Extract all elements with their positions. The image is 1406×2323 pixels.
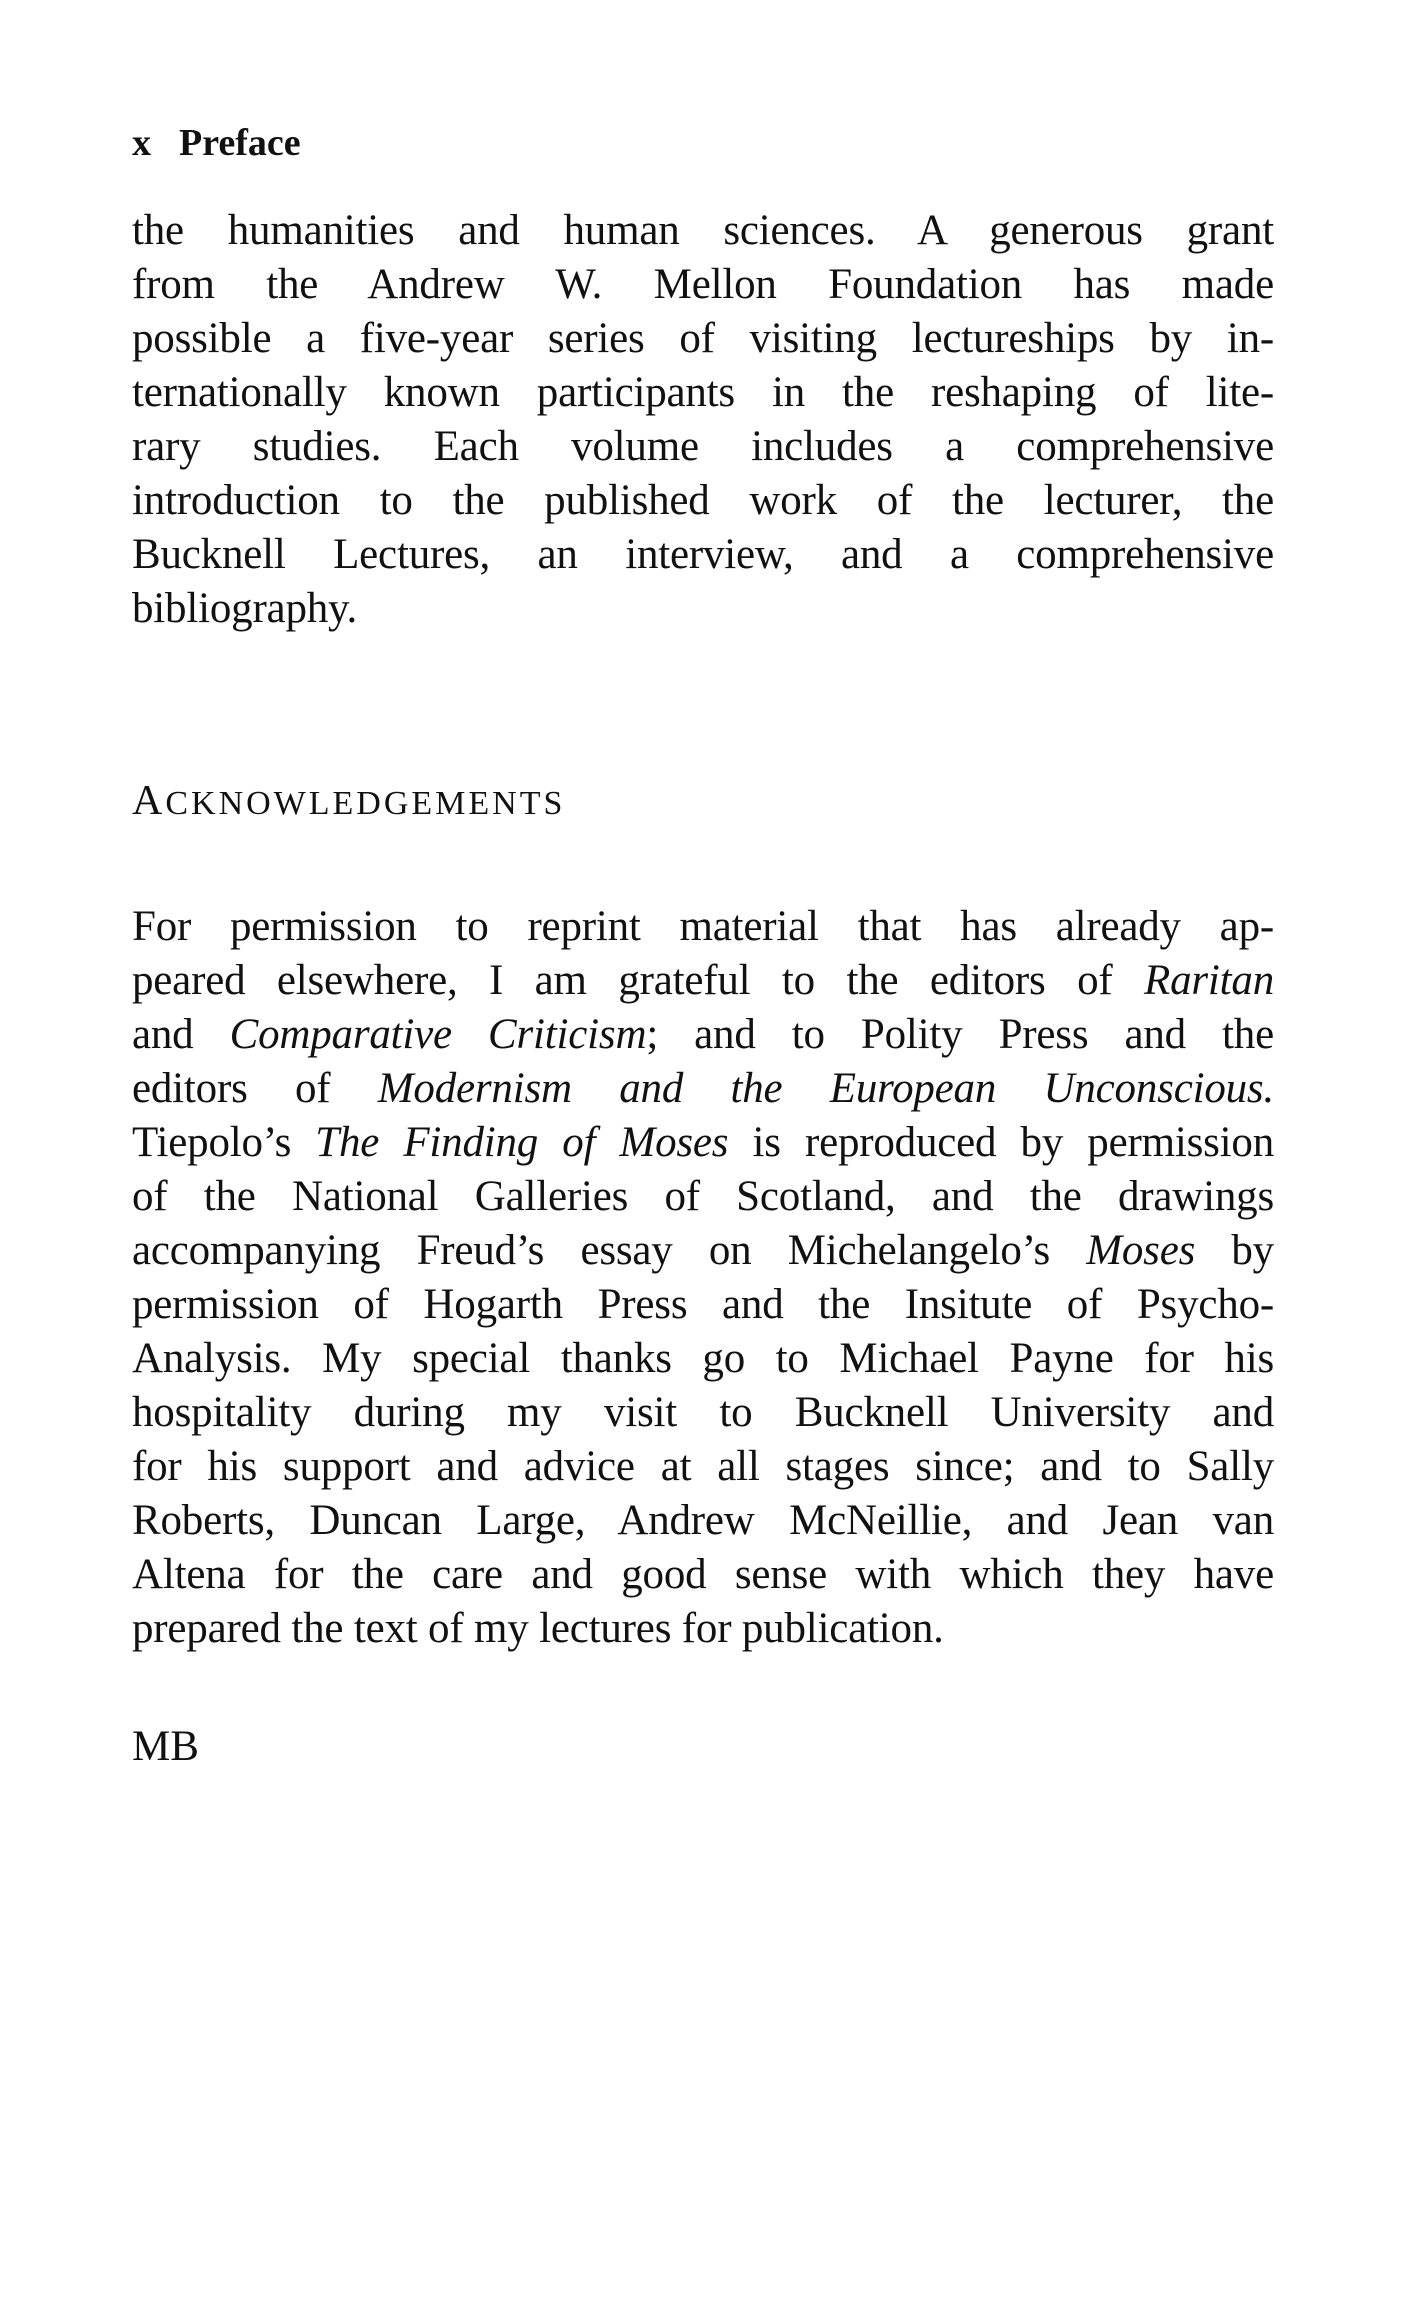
journal-title: Raritan: [1144, 957, 1274, 1004]
running-head-title: Preface: [179, 122, 301, 164]
text-line: rary studies. Each volume includes a comprehensive: [132, 423, 1274, 470]
journal-title: Comparative Criticism: [229, 1011, 647, 1058]
text-line: Analysis. My special thanks go to Michael Payne for his: [132, 1335, 1274, 1382]
text-line: prepared the text of my lectures for publication.: [132, 1605, 944, 1652]
sculpture-title: Moses: [1086, 1227, 1196, 1274]
text-line: hospitality during my visit to Bucknell University and: [132, 1389, 1274, 1436]
text-line: the humanities and human sciences. A generous grant: [132, 207, 1274, 254]
text-line: peared elsewhere, I am grateful to the editors of Raritan: [132, 957, 1274, 1004]
text-line: editors of Modernism and the European Unconscious.: [132, 1065, 1275, 1112]
text-line: possible a five-year series of visiting lectureships by in-: [132, 315, 1274, 362]
text-line: For permission to reprint material that has already ap-: [132, 903, 1274, 950]
acknowledgements-heading: ACKNOWLEDGEMENTS: [132, 778, 566, 824]
text-line: for his support and advice at all stages since; and to Sally: [132, 1443, 1274, 1490]
text-line: from the Andrew W. Mellon Foundation has made: [132, 261, 1274, 308]
text-line: and Comparative Criticism; and to Polity Press and the: [132, 1011, 1274, 1058]
text-line: bibliography.: [132, 585, 358, 632]
text-line: Roberts, Duncan Large, Andrew McNeillie, and Jean van: [132, 1497, 1274, 1544]
running-head: [132, 118, 301, 168]
text-line: of the National Galleries of Scotland, and the drawings: [132, 1173, 1274, 1220]
page-number: x: [132, 122, 151, 164]
author-initials: MB: [132, 1723, 199, 1770]
text-line: permission of Hogarth Press and the Insitute of Psycho-: [132, 1281, 1274, 1328]
text-line: Altena for the care and good sense with which they have: [132, 1551, 1274, 1598]
text-line: introduction to the published work of the lecturer, the: [132, 477, 1274, 524]
text-line: ternationally known participants in the reshaping of lite-: [132, 369, 1274, 416]
painting-title: The Finding of Moses: [315, 1119, 729, 1166]
text-line: Tiepolo’s The Finding of Moses is reproduced by permission: [132, 1119, 1274, 1166]
text-line: Bucknell Lectures, an interview, and a comprehensive: [132, 531, 1274, 578]
text-line: accompanying Freud’s essay on Michelangelo’s Moses by: [132, 1227, 1274, 1274]
book-title: Modernism and the European Unconscious.: [377, 1065, 1275, 1112]
